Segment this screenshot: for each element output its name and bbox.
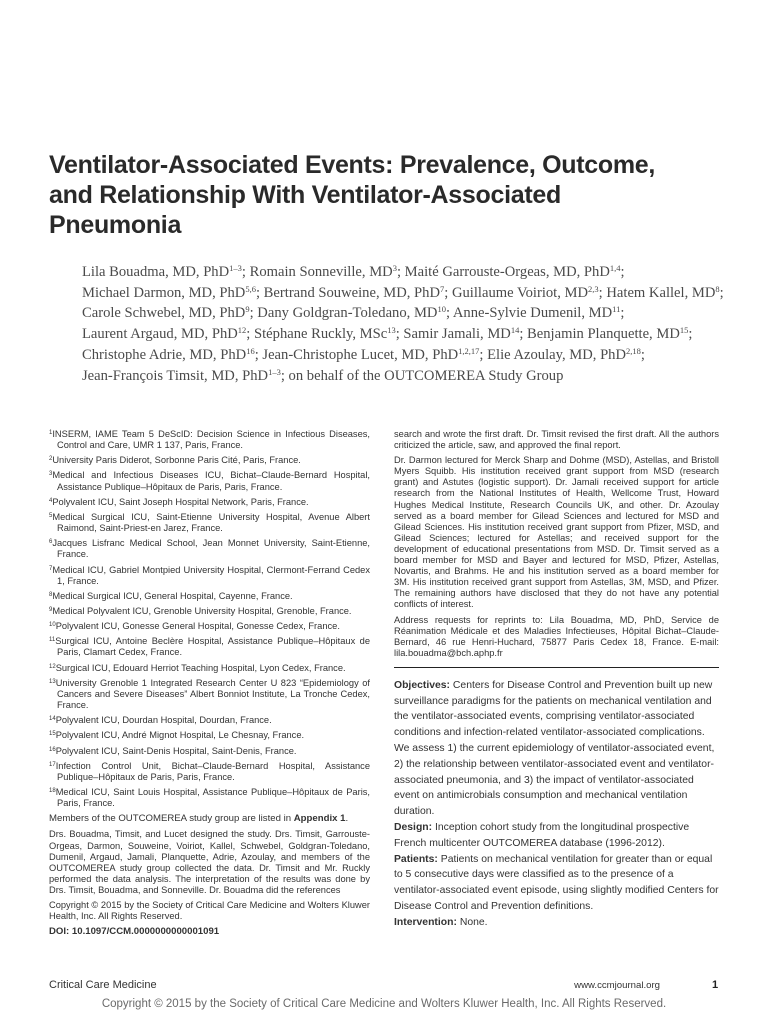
affiliation-text: Infection Control Unit, Bichat–Claude-Bernard Hospital, Assistance Publique–Hôpitaux de Paris, Paris, France. [55, 760, 370, 782]
author-name: ; Dany Goldgran-Toledano, MD [249, 305, 438, 322]
affiliation-number: 12 [49, 663, 56, 670]
author-name: ; Guillaume Voiriot, MD [444, 284, 589, 301]
affiliation [49, 621, 370, 632]
affiliation-text: Surgical ICU, Antoine Beclère Hospital, Assistance Publique–Hôpitaux de Paris, Clamart Cedex, France. [55, 636, 370, 658]
affiliation [49, 565, 370, 587]
author-affiliation-marker: 10 [437, 304, 446, 315]
affiliation-number: 11 [49, 637, 56, 644]
affiliation [49, 512, 370, 534]
affiliation-number: 8 [49, 591, 53, 598]
title-line: and Relationship With Ventilator-Associated [49, 181, 561, 209]
author-name: ; [620, 264, 625, 280]
abstract [394, 678, 719, 931]
abstract-intervention: Intervention: None. [394, 916, 488, 928]
left-column [49, 429, 370, 937]
author-name: ; [688, 326, 693, 343]
author-affiliation-marker: 1,4 [609, 263, 621, 273]
affiliation-text: Surgical ICU, Edouard Herriot Teaching Hospital, Lyon Cedex, France. [55, 662, 346, 673]
title-line: Pneumonia [49, 211, 182, 239]
affiliation-text: Polyvalent ICU, Dourdan Hospital, Dourdan, France. [55, 715, 272, 726]
affiliation-number: 14 [49, 716, 56, 723]
affiliation-number: 17 [49, 761, 56, 768]
affiliation [49, 636, 370, 658]
affiliation [49, 678, 370, 711]
author-affiliation-marker: 3 [392, 263, 397, 273]
affiliation-text: Medical Surgical ICU, General Hospital, Cayenne, France. [52, 590, 293, 601]
article-title [49, 150, 739, 240]
affiliation [49, 730, 370, 741]
affiliation-number: 6 [49, 539, 53, 546]
author-name: ; Maité Garrouste-Orgeas, MD, PhD [396, 264, 610, 280]
copyright-notice: Copyright © 2015 by the Society of Critical Care Medicine and Wolters Kluwer Health, Inc. All Rights Reserved. [49, 899, 370, 922]
affiliation-text: University Paris Diderot, Sorbonne Paris Cité, Paris, France. [52, 455, 301, 466]
affiliation [49, 663, 370, 674]
affiliation-text: Polyvalent ICU, Saint-Denis Hospital, Saint-Denis, France. [55, 745, 297, 756]
affiliation [49, 470, 370, 492]
author-name: Laurent Argaud, MD, PhD [82, 326, 238, 343]
affiliation [49, 538, 370, 560]
author-name: ; on behalf of the OUTCOMEREA Study Group [280, 367, 564, 384]
author-name: Carole Schwebel, MD, PhD [82, 305, 246, 322]
footer-url[interactable]: www.ccmjournal.org [574, 980, 660, 991]
author-name: ; Romain Sonneville, MD [241, 264, 393, 280]
page-number: 1 [712, 979, 719, 991]
author-line [82, 303, 732, 324]
author-affiliation-marker: 8 [715, 283, 720, 294]
contributions-continued: search and wrote the first draft. Dr. Timsit revised the first draft. All the authors criticized the article, saw, and approved the final report. [394, 429, 719, 451]
author-list [82, 262, 732, 386]
author-line [82, 345, 732, 366]
affiliation-text: Medical and Infectious Diseases ICU, Bichat–Claude-Bernard Hospital, Assistance Publique–Hôpitaux de Paris, Paris, France. [52, 470, 370, 492]
copyright-banner: Copyright © 2015 by the Society of Critical Care Medicine and Wolters Kluwer Health, Inc. All Rights Reserved. [101, 998, 667, 1010]
affiliation [49, 497, 370, 508]
author-name: ; [719, 284, 724, 301]
footer-journal-name: Critical Care Medicine [49, 979, 157, 991]
reprint-address: Address requests for reprints to: Lila Bouadma, MD, PhD, Service de Réanimation Médicale et des Maladies Infectieuses, Hôpital Bichat–Claude-Bernard, 46 rue Henri-Huchard, 75877 Paris Cedex 18, France. E-mail: lila.bouadma@bch.aphp.fr [394, 614, 719, 658]
author-affiliation-marker: 1,2,17 [458, 345, 480, 356]
affiliation-text: University Grenoble 1 Integrated Research Center U 823 “Epidemiology of Cancers and Severe Diseases” Albert Bonniot Institute, La Tronche Cedex, France. [55, 677, 370, 710]
author-affiliation-marker: 2,3 [588, 283, 599, 294]
section-divider [394, 667, 719, 668]
author-affiliation-marker: 12 [237, 325, 247, 336]
author-name: ; [640, 346, 645, 363]
affiliation-list [49, 429, 370, 809]
abstract-objectives: Objectives: Centers for Disease Control and Prevention built up new surveillance paradigms for the patients on mechanical ventilation and the ventilator-associated events, comprising ventilator-associated conditions and infection-related ventilator-associated complications. We assess 1) the current epidemiology of ventilator-associated event, 2) the relationship between ventilator-associated event and ventilator-associated pneumonia, and 3) the impact of ventilator-associated event on antimicrobials consumption and mechanical ventilation duration. [394, 679, 715, 818]
author-affiliation-marker: 1–3 [268, 366, 281, 377]
affiliation-number: 9 [49, 606, 53, 613]
affiliation-text: Medical ICU, Saint Louis Hospital, Assistance Publique–Hôpitaux de Paris, Paris, France. [55, 787, 370, 809]
affiliation-text: Polyvalent ICU, Gonesse General Hospital, Gonesse Cedex, France. [55, 621, 340, 632]
affiliation-text: INSERM, IAME Team 5 DeScID: Decision Science in Infectious Diseases, Control and Care, UMR 1 137, Paris, France. [52, 429, 370, 451]
author-affiliation-marker: 7 [440, 283, 445, 294]
abstract-design: Design: Inception cohort study from the longitudinal prospective French multicenter OUTCOMEREA database (1996-2012). [394, 822, 690, 849]
affiliation [49, 715, 370, 726]
author-name: ; Stéphane Ruckly, MSc [246, 326, 388, 343]
disclosures: Dr. Darmon lectured for Merck Sharp and Dohme (MSD), Astellas, and Bristoll Myers Squibb. His institution received grant support from MSD (research grant) and Astutes (logistic support). Dr. Jamali received support for article research from the National Institutes of Health, Wellcome Trust, Howard Hughes Medical Institute, Research Councils UK, and other. Dr. Azoulay served as a board member for Gilead Sciences and lectured for MSD and Gilead Sciences. His institution received grant support from Pfizer, MSD, and Gilead Sciences; lectured for Astellas; and received support for the development of educational presentations from MSD. Dr. Timsit served as a board member for MSD and Bayer and lectured for MSD, Pfizer, Astellas, Novartis, and Brahms. He and his institution served as a board member for 3M. His institution received grant support from Astellas, 3M, MSD, and Pfizer. The remaining authors have disclosed that they do not have any potential conflicts of interest. [394, 455, 719, 610]
affiliation [49, 455, 370, 466]
affiliation-number: 7 [49, 565, 53, 572]
affiliation-number: 16 [49, 746, 56, 753]
affiliation [49, 761, 370, 783]
author-name: Michael Darmon, MD, PhD [82, 284, 246, 301]
author-line [82, 366, 732, 387]
affiliation [49, 787, 370, 809]
author-name: ; Anne-Sylvie Dumenil, MD [445, 305, 613, 322]
affiliation-number: 10 [49, 622, 56, 629]
affiliation-number: 13 [49, 678, 56, 685]
affiliation-number: 5 [49, 512, 53, 519]
author-affiliation-marker: 9 [245, 304, 250, 315]
affiliation-text: Polyvalent ICU, Saint Joseph Hospital Network, Paris, France. [52, 496, 309, 507]
author-name: ; Hatem Kallel, MD [598, 284, 716, 301]
author-affiliation-marker: 2,18 [626, 345, 641, 356]
author-affiliation-marker: 15 [679, 325, 689, 336]
title-line: Ventilator-Associated Events: Prevalence, Outcome, [49, 151, 656, 179]
affiliation-number: 15 [49, 731, 56, 738]
affiliation-text: Polyvalent ICU, André Mignot Hospital, Le Chesnay, France. [55, 730, 305, 741]
author-affiliation-marker: 13 [387, 325, 396, 336]
affiliation-number: 18 [49, 788, 56, 795]
affiliation [49, 606, 370, 617]
author-affiliation-marker: 16 [246, 345, 255, 356]
author-line [82, 262, 732, 283]
author-affiliation-marker: 14 [510, 325, 520, 336]
affiliation [49, 591, 370, 602]
author-name: Lila Bouadma, MD, PhD [82, 264, 230, 280]
author-name: ; Bertrand Souweine, MD, PhD [255, 284, 441, 301]
author-name: Jean-François Timsit, MD, PhD [82, 367, 269, 384]
affiliation [49, 746, 370, 757]
author-contributions: Drs. Bouadma, Timsit, and Lucet designed the study. Drs. Timsit, Garrouste-Orgeas, Darmon, Souweine, Voiriot, Kallel, Schwebel, Goldgran-Toledano, Dumenil, Argaud, Jamali, Planquette, Adrie, Azoulay, and members of the OUTCOMEREA study group collected the data. Dr. Timsit and Mr. Ruckly performed the data analysis. The interpretation of the results was done by Drs. Timsit, Bouadma, and Sonneville. Dr. Bouadma did the references [49, 829, 370, 895]
affiliation-text: Jacques Lisfranc Medical School, Jean Monnet University, Saint-Etienne, France. [52, 538, 370, 560]
author-name: ; Elie Azoulay, MD, PhD [479, 346, 627, 363]
abstract-patients: Patients: Patients on mechanical ventilation for greater than or equal to 5 consecutive days were classified as to the presence of a ventilator-associated event episode, using slightly modified Centers for Disease Control and Prevention definitions. [394, 853, 719, 913]
author-name: ; Benjamin Planquette, MD [519, 326, 680, 343]
author-name: Christophe Adrie, MD, PhD [82, 346, 247, 363]
doi[interactable]: DOI: 10.1097/CCM.0000000000001091 [49, 926, 220, 938]
author-affiliation-marker: 11 [612, 304, 621, 315]
author-name: ; Jean-Christophe Lucet, MD, PhD [254, 346, 459, 363]
affiliation-number: 4 [49, 497, 53, 504]
affiliation-number: 3 [49, 471, 53, 478]
author-line [82, 324, 732, 345]
appendix-link[interactable]: Appendix 1 [293, 813, 346, 825]
author-affiliation-marker: 5,6 [245, 283, 256, 294]
affiliation-text: Medical Surgical ICU, Saint-Etienne University Hospital, Avenue Albert Raimond, Saint-Priest-en Jarez, France. [52, 511, 370, 534]
affiliation-number: 2 [49, 456, 53, 463]
author-line [82, 283, 732, 304]
members-note: Members of the OUTCOMEREA study group are listed in Appendix 1. [49, 813, 349, 825]
affiliation-text: Medical ICU, Gabriel Montpied University Hospital, Clermont-Ferrand Cedex 1, France. [52, 564, 370, 586]
affiliation-number: 1 [49, 430, 53, 436]
affiliation-text: Medical Polyvalent ICU, Grenoble University Hospital, Grenoble, France. [52, 605, 352, 616]
author-name: ; [620, 305, 625, 322]
author-affiliation-marker: 1–3 [229, 263, 242, 273]
author-name: ; Samir Jamali, MD [395, 326, 511, 343]
affiliation [49, 429, 370, 451]
right-column [394, 429, 719, 931]
